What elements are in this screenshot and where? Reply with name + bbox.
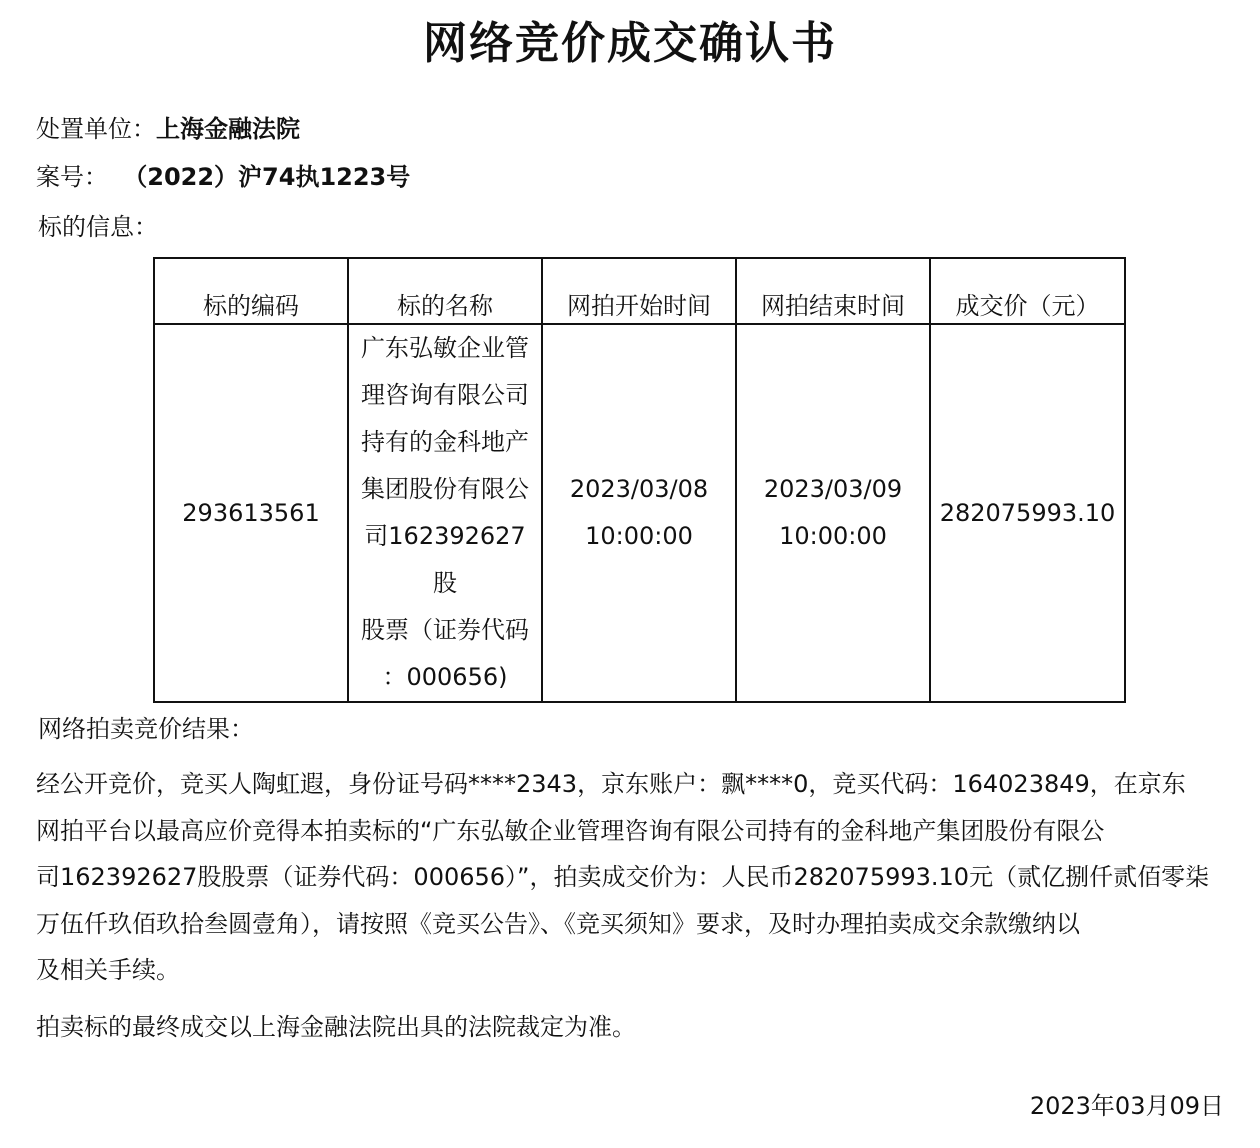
start-date: 2023/03/08: [569, 475, 709, 503]
table-row: [154, 324, 1125, 702]
start-clock: 10:00:00: [585, 522, 693, 550]
final-note: 拍卖标的最终成交以上海金融法院出具的法院裁定为准。: [36, 1013, 636, 1041]
result-heading: 网络拍卖竞价结果：: [38, 715, 254, 743]
header-end-time: 网拍结束时间: [736, 258, 930, 324]
lot-name-cell: [348, 324, 542, 702]
end-date: 2023/03/09: [763, 475, 903, 503]
end-clock: 10:00:00: [779, 522, 887, 550]
result-line: 万伍仟玖佰玖拾叁圆壹角），请按照《竞买公告》、《竞买须知》要求，及时办理拍卖成交余款缴纳以: [36, 909, 1080, 938]
lot-name-line: 理咨询有限公司: [361, 381, 529, 409]
document-date: 2023年03月09日: [1029, 1092, 1224, 1120]
result-line: 网拍平台以最高应价竞得本拍卖标的“广东弘敏企业管理咨询有限公司持有的金科地产集团股份有限公: [36, 816, 1105, 845]
result-line: 司162392627股股票（证券代码：000656）”，拍卖成交价为：人民币282075993.10元（贰亿捌仟贰佰零柒: [36, 863, 1210, 891]
result-paragraph: [36, 761, 1236, 994]
disposal-unit-label: 处置单位：: [36, 115, 156, 143]
price-cell: 282075993.10: [930, 324, 1125, 702]
lot-name-line: 司162392627股: [364, 522, 526, 597]
lot-table: [153, 257, 1126, 703]
lot-name-line: 广东弘敏企业管: [361, 334, 529, 362]
case-number-row: [36, 160, 410, 194]
disposal-unit-row: [36, 112, 300, 146]
header-start-time: 网拍开始时间: [542, 258, 736, 324]
lot-name-line: 持有的金科地产: [361, 428, 529, 456]
disposal-unit-value: 上海金融法院: [156, 115, 300, 143]
lot-info-label: 标的信息：: [38, 213, 158, 241]
lot-name-line: 股票（证券代码: [361, 616, 529, 644]
end-time-cell: [736, 324, 930, 702]
header-lot-name: 标的名称: [348, 258, 542, 324]
case-number-label: 案号：: [36, 163, 108, 191]
table-header-row: [154, 258, 1125, 324]
lot-name-line: ：000656): [382, 663, 508, 691]
document-title: 网络竞价成交确认书: [423, 18, 837, 69]
result-line: 经公开竞价，竞买人陶虹遐，身份证号码****2343，京东账户：飘****0，竞买代码：164023849，在京东: [36, 770, 1186, 798]
header-lot-code: 标的编码: [154, 258, 348, 324]
lot-code-cell: 293613561: [154, 324, 348, 702]
header-price: 成交价（元）: [930, 258, 1125, 324]
lot-name-line: 集团股份有限公: [361, 475, 529, 503]
start-time-cell: [542, 324, 736, 702]
result-line: 及相关手续。: [36, 956, 180, 984]
case-number-value: （2022）沪74执1223号: [123, 163, 411, 191]
